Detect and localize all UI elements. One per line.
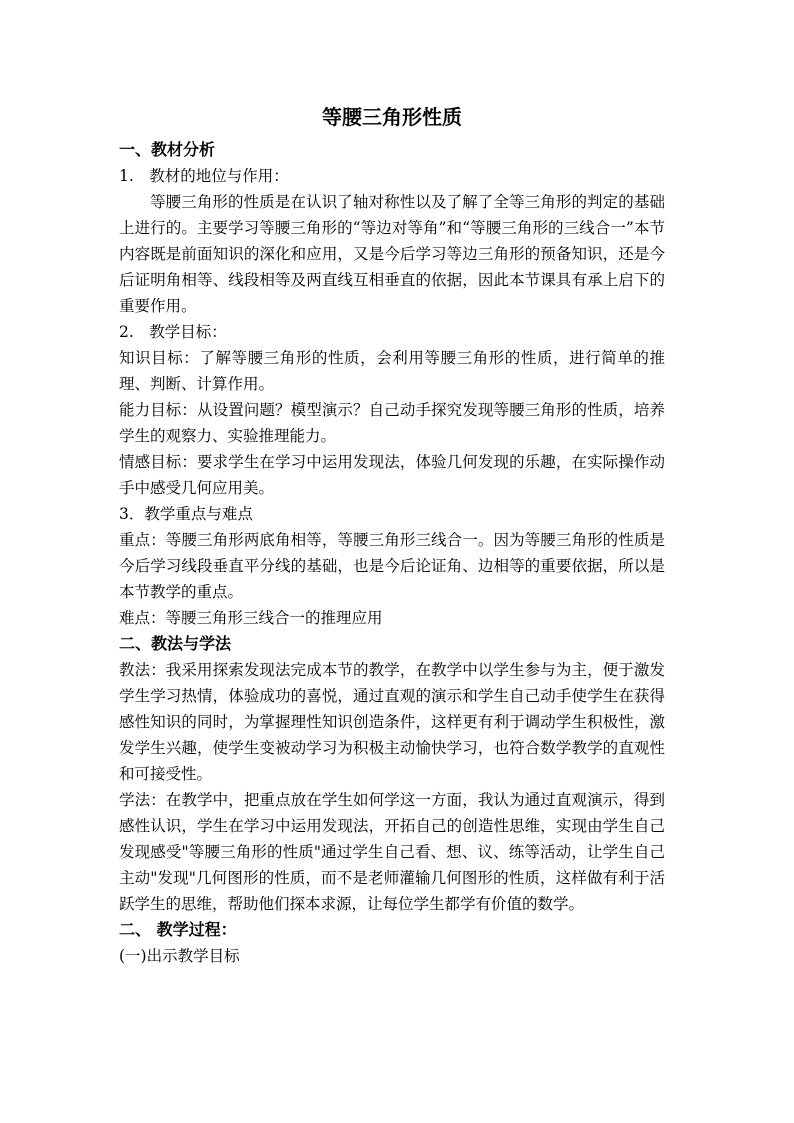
document-body	[119, 101, 665, 969]
paragraph-step-show-goals: (一)出示教学目标	[119, 947, 240, 965]
document-title: 等腰三角形性质	[322, 105, 462, 129]
paragraph-learning-method: 学法：在教学中，把重点放在学生如何学这一方面，我认为通过直观演示，得到感性认识，学生在学习中运用发现法，开拓自己的创造性思维，实现由学生自己发现感受"等腰三角形的性质"通过学生自己看、想、议、练等活动，让学生自己主动"发现"几何图形的性质，而不是老师灌输几何图形的性质，这样做有利于活跃学生的思维，帮助他们探本求源，让每位学生都学有价值的数学。	[119, 791, 665, 913]
item-label-key-difficult-points: 3．教学重点与难点	[119, 505, 253, 523]
item-label-teaching-goals: 2. 教学目标：	[119, 323, 227, 341]
item-label-status-role: 1. 教材的地位与作用：	[119, 167, 289, 185]
paragraph-ability-goal: 能力目标：从设置问题？模型演示？自己动手探究发现等腰三角形的性质，培养学生的观察力、实验推理能力。	[119, 401, 665, 445]
section-heading-teaching-learning-methods: 二、教法与学法	[119, 634, 232, 653]
paragraph-knowledge-goal: 知识目标：了解等腰三角形的性质，会利用等腰三角形的性质，进行简单的推理、判断、计算作用。	[119, 349, 665, 393]
paragraph-key-point: 重点：等腰三角形两底角相等，等腰三角形三线合一。因为等腰三角形的性质是今后学习线段垂直平分线的基础，也是今后论证角、边相等的重要依据，所以是本节教学的重点。	[119, 531, 665, 601]
paragraph-difficulty: 难点：等腰三角形三线合一的推理应用	[119, 609, 383, 627]
section-heading-textbook-analysis: 一、教材分析	[119, 140, 216, 159]
paragraph-status-role: 等腰三角形的性质是在认识了轴对称性以及了解了全等三角形的判定的基础上进行的。主要学习等腰三角形的“等边对等角”和“等腰三角形的三线合一”本节内容既是前面知识的深化和应用，又是今后学习等边三角形的预备知识，还是今后证明角相等、线段相等及两直线互相垂直的依据，因此本节课具有承上启下的重要作用。	[119, 193, 665, 315]
paragraph-teaching-method: 教法：我采用探索发现法完成本节的教学，在教学中以学生参与为主，便于激发学生学习热情，体验成功的喜悦，通过直观的演示和学生自己动手使学生在获得感性知识的同时，为掌握理性知识创造条件，这样更有利于调动学生积极性，激发学生兴趣，使学生变被动学习为积极主动愉快学习，也符合数学教学的直观性和可接受性。	[119, 661, 665, 783]
paragraph-emotion-goal: 情感目标：要求学生在学习中运用发现法，体验几何发现的乐趣，在实际操作动手中感受几何应用美。	[119, 453, 665, 497]
section-heading-teaching-process: 二、 教学过程：	[119, 920, 237, 939]
